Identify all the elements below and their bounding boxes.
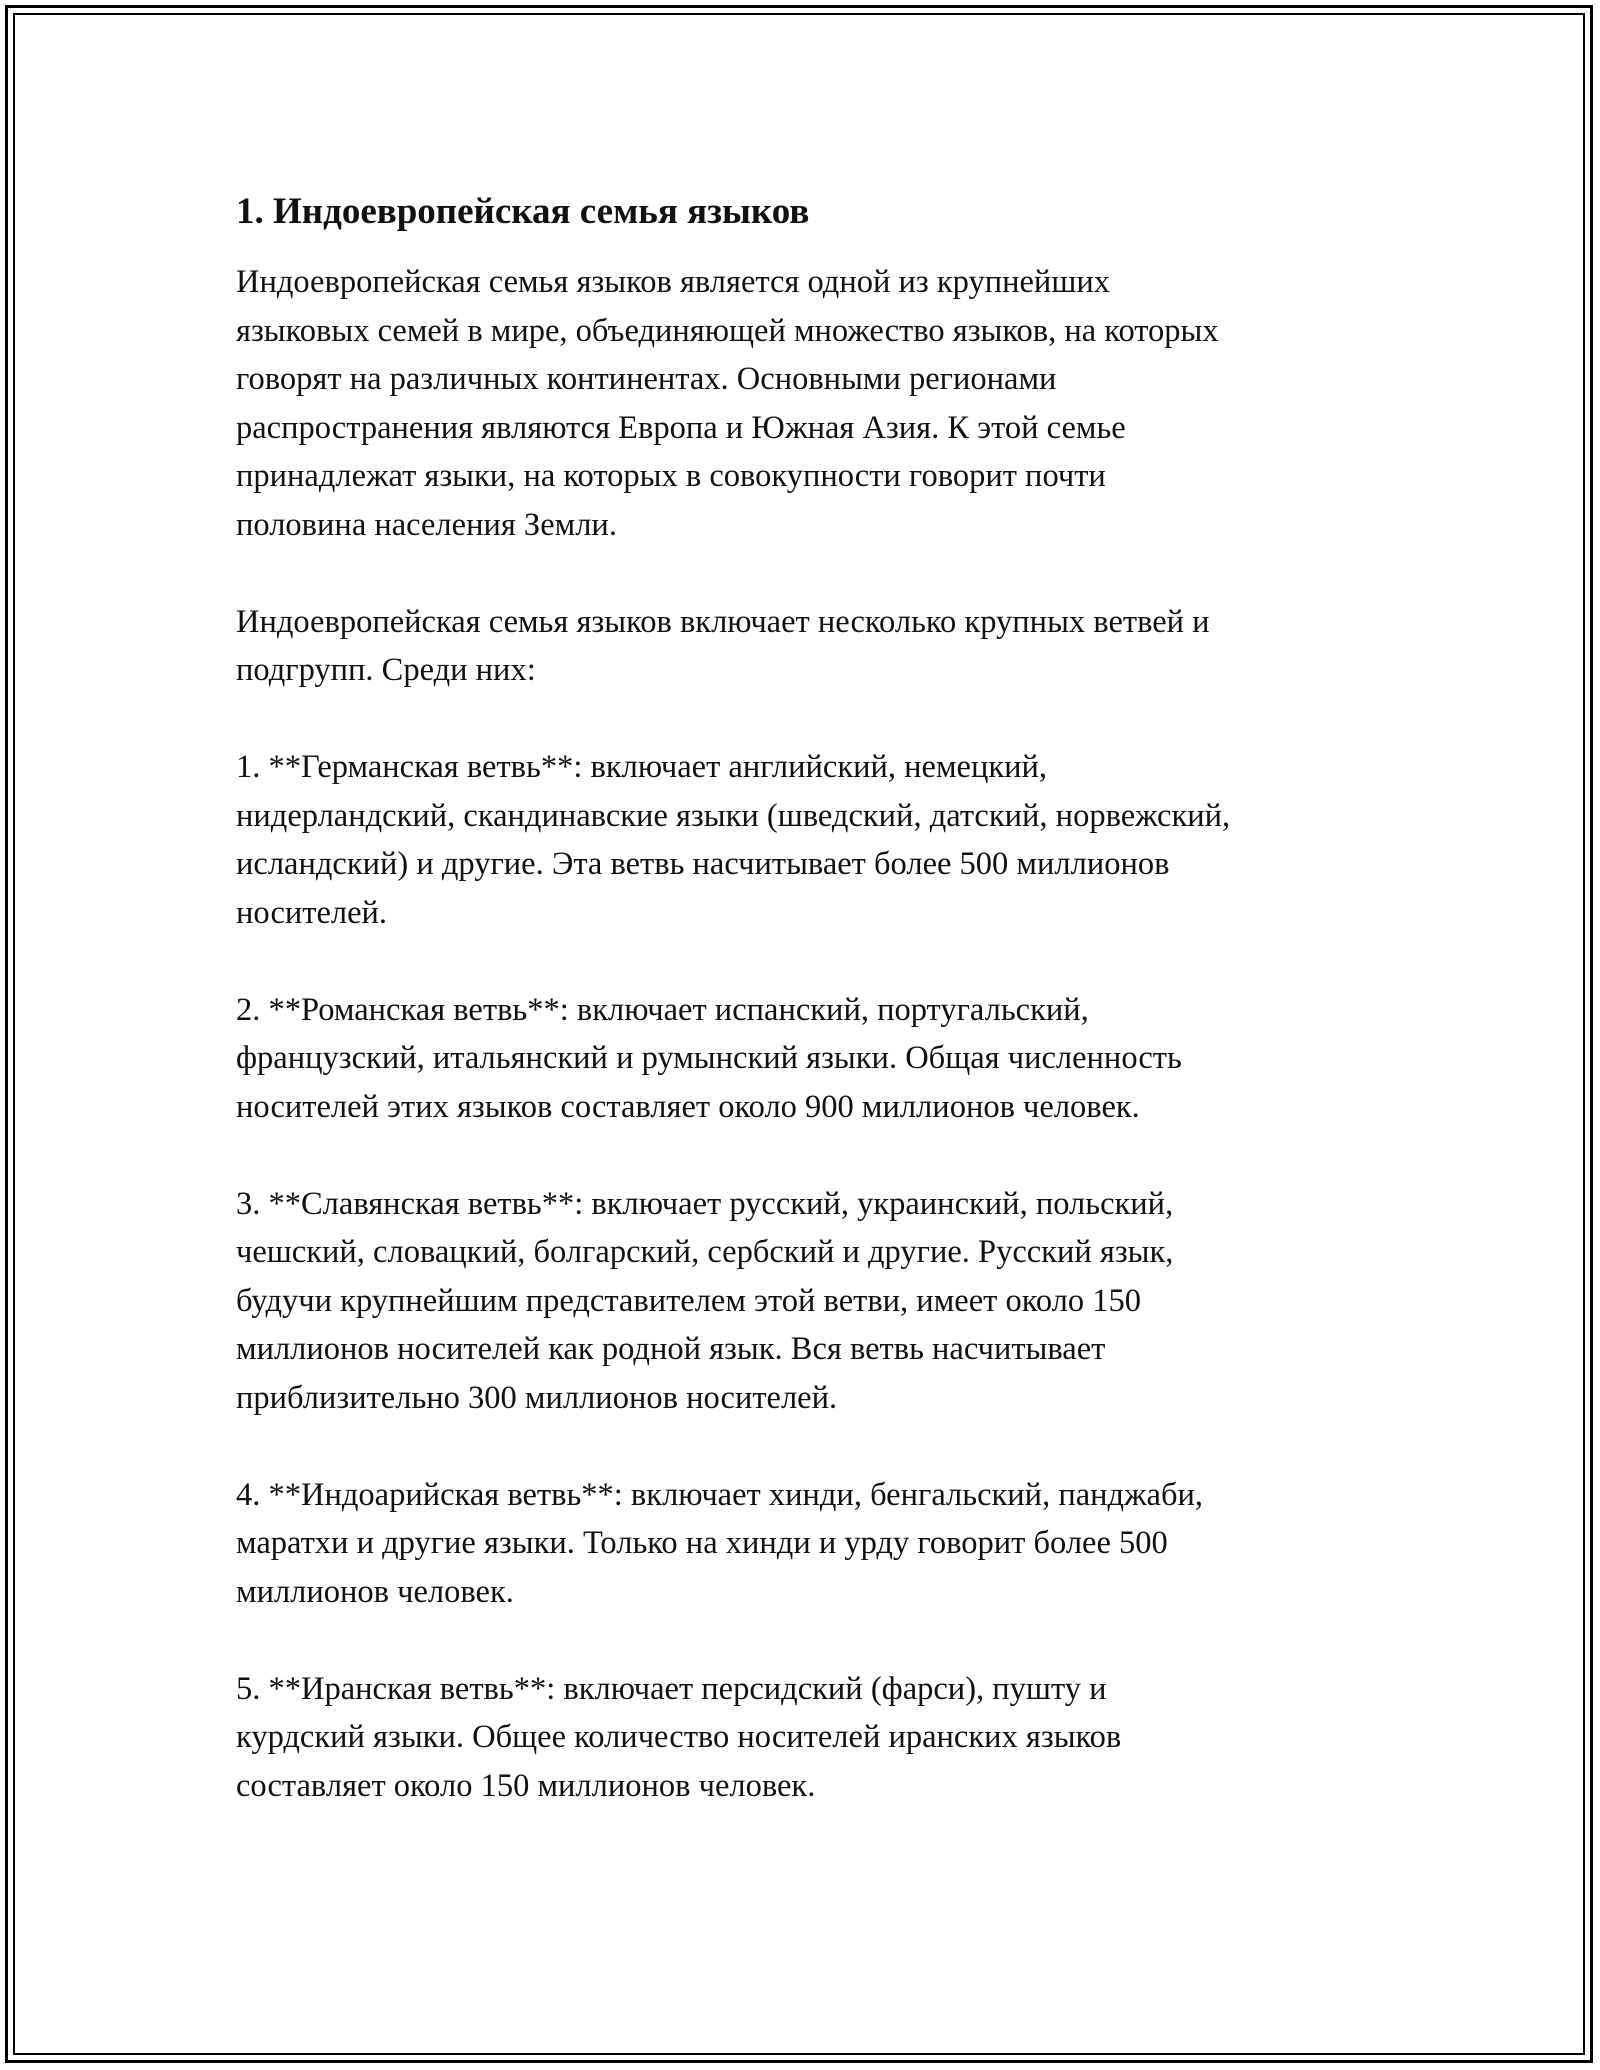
text-line: французский, итальянский и румынский языки. Общая численность [236,1040,1182,1076]
text-line: 2. **Романская ветвь**: включает испанский, португальский, [236,991,1089,1028]
text-line: носителей. [236,894,388,931]
text-line: маратхи и другие языки. Только на хинди и урду говорит более 500 [236,1525,1168,1561]
text-line: приблизительно 300 миллионов носителей. [236,1379,838,1416]
list-item-iranian [236,1665,1376,1811]
text-line: исландский) и другие. Эта ветвь насчитывает более 500 миллионов [236,846,1170,882]
list-item-indo-aryan [236,1471,1376,1617]
paragraph-intro [236,258,1376,549]
document-body [236,188,1376,1810]
text-line: Индоевропейская семья языков является одной из крупнейших [236,264,1110,300]
text-line: 5. **Иранская ветвь**: включает персидский (фарси), пушту и [236,1670,1107,1707]
text-line: распространения являются Европа и Южная Азия. К этой семье [236,409,1126,446]
text-line: чешский, словацкий, болгарский, сербский и другие. Русский язык, [236,1234,1174,1270]
text-line: миллионов носителей как родной язык. Вся ветвь насчитывает [236,1331,1106,1367]
paragraph-branches-intro [236,598,1376,695]
text-line: языковых семей в мире, объединяющей множество языков, на которых [236,312,1219,349]
list-item-romance [236,986,1376,1132]
text-line: половина населения Земли. [236,506,617,543]
text-line: принадлежат языки, на которых в совокупности говорит почти [236,458,1106,494]
text-line: 1. **Германская ветвь**: включает английский, немецкий, [236,749,1048,785]
text-line: курдский языки. Общее количество носителей иранских языков [236,1719,1122,1755]
text-line: будучи крупнейшим представителем этой ветви, имеет около 150 [236,1282,1142,1319]
list-item-germanic [236,743,1376,937]
text-line: подгрупп. Среди них: [236,652,536,688]
text-line: миллионов человек. [236,1573,514,1610]
text-line: Индоевропейская семья языков включает несколько крупных ветвей и [236,603,1210,640]
text-line: составляет около 150 миллионов человек. [236,1767,816,1804]
text-line: носителей этих языков составляет около 900 миллионов человек. [236,1088,1140,1125]
document-title: 1. Индоевропейская семья языков [236,191,810,232]
text-line: 4. **Индоарийская ветвь**: включает хинди, бенгальский, панджаби, [236,1476,1204,1513]
text-line: говорят на различных континентах. Основными регионами [236,361,1057,397]
text-line: 3. **Славянская ветвь**: включает русский, украинский, польский, [236,1185,1174,1222]
list-item-slavic [236,1180,1376,1423]
text-line: нидерландский, скандинавские языки (шведский, датский, норвежский, [236,797,1231,834]
